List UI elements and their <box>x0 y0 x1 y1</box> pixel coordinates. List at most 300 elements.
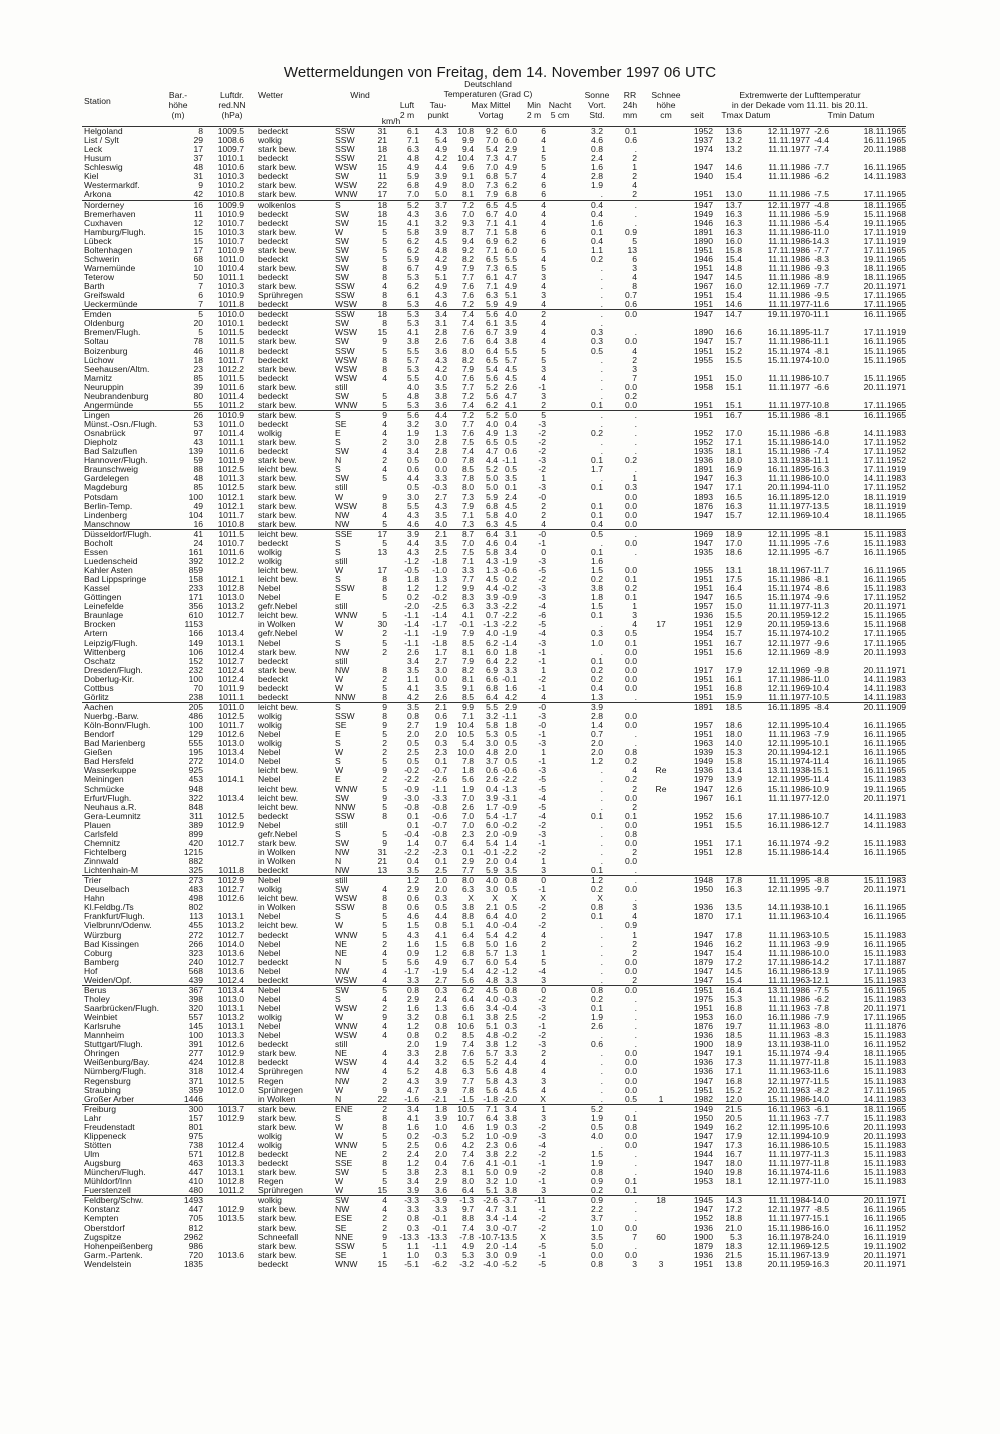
temp-dewpoint: 1.9 <box>387 1040 447 1049</box>
temp-min-5cm: -1 <box>486 1251 546 1260</box>
pressure: 1014.1 <box>184 775 244 784</box>
tmax: 15.5 <box>682 611 742 620</box>
tmax: 14.3 <box>682 1196 742 1205</box>
tmin-date: 18.11.1965 <box>846 273 906 282</box>
wind-direction: SW <box>335 1168 349 1177</box>
temp-mean-previous-day: 3.2 <box>438 1177 498 1186</box>
sunshine-hours: . <box>543 848 603 857</box>
temp-min-5cm: 4 <box>486 201 546 210</box>
tmax-date: 12.11.1995 <box>750 775 810 784</box>
temp-air: -0.4 <box>359 830 419 839</box>
temp-dewpoint: 1.7 <box>387 648 447 657</box>
header-temp-dewpoint: Tau- <box>318 101 558 111</box>
pressure: 1013.3 <box>184 1031 244 1040</box>
temp-mean-previous-day: 6.3 <box>438 291 498 300</box>
pressure: 1011.3 <box>184 474 244 483</box>
wind-speed: 17 <box>327 530 387 539</box>
record-since: 1974 <box>653 145 713 154</box>
temp-min-2m: 4.5 <box>457 201 517 210</box>
tmin-date: 15.11.1983 <box>846 1067 906 1076</box>
temp-mean-previous-day: -10.7 <box>438 1233 498 1242</box>
pressure: 1010.9 <box>184 210 244 219</box>
precipitation: . <box>577 447 637 456</box>
header-barometer-height: (m) <box>58 111 298 121</box>
tmin-date: 14.11.1983 <box>846 821 906 830</box>
pressure: 1012.8 <box>184 1058 244 1067</box>
barometer-height: 48 <box>143 163 203 172</box>
weather: stark bew. <box>258 264 297 273</box>
temp-max-previous-day: 7.5 <box>414 438 474 447</box>
sunshine-hours: . <box>543 365 603 374</box>
tmax: 17.0 <box>682 539 742 548</box>
temp-dewpoint: 4.4 <box>387 163 447 172</box>
temp-air: 6.2 <box>359 282 419 291</box>
wind-direction: NW <box>335 1077 349 1086</box>
wind-direction: W <box>335 1186 343 1195</box>
temp-air: 4.3 <box>359 548 419 557</box>
header-region: Deutschland <box>368 80 608 90</box>
temp-max-previous-day: 7.4 <box>414 1224 474 1233</box>
temp-min-2m: -2.0 <box>457 1095 517 1104</box>
wind-direction: S <box>335 548 341 557</box>
tmin-date: 16.11.1965 <box>846 986 906 995</box>
pressure: 1011.0 <box>184 420 244 429</box>
pressure: 1012.9 <box>184 876 244 885</box>
sunshine-hours: 2.0 <box>543 739 603 748</box>
station-name: Zinnwald <box>84 857 118 866</box>
tmin-date: 15.11.1983 <box>846 1031 906 1040</box>
wind-direction: WSW <box>335 300 357 309</box>
tmax: 14.5 <box>682 273 742 282</box>
barometer-height: 568 <box>143 967 203 976</box>
precipitation: 4 <box>577 181 637 190</box>
tmax-date: 16.11.1974 <box>750 1168 810 1177</box>
temp-min-2m: -3.7 <box>457 1196 517 1205</box>
tmax-date: 12.11.1995 <box>750 885 810 894</box>
weather: bedeckt <box>258 447 288 456</box>
wind-direction: S <box>335 411 341 420</box>
sunshine-hours: 1.5 <box>543 566 603 575</box>
weather: bedeckt <box>258 347 288 356</box>
temp-air: 0.2 <box>359 593 419 602</box>
tmax: 18.1 <box>682 1177 742 1186</box>
temp-dewpoint: 2.6 <box>387 337 447 346</box>
temp-air: -5.1 <box>359 1260 419 1269</box>
precipitation: . <box>577 739 637 748</box>
station-name: Lahr <box>84 1114 101 1123</box>
station-name: Köln-Bonn/Flugh. <box>84 721 150 730</box>
temp-min-5cm: 2 <box>486 1049 546 1058</box>
barometer-height: 48 <box>143 474 203 483</box>
temp-max-previous-day: 2.3 <box>414 830 474 839</box>
sunshine-hours: 0.1 <box>543 657 603 666</box>
temp-dewpoint: 2.6 <box>387 693 447 702</box>
sunshine-hours: . <box>543 1141 603 1150</box>
temp-min-5cm: 6 <box>486 127 546 136</box>
temp-min-2m: -1.1 <box>457 712 517 721</box>
temp-max-previous-day: -7.8 <box>414 1233 474 1242</box>
station-group <box>82 1104 906 1196</box>
temp-min-2m: 3.3 <box>457 1049 517 1058</box>
temp-air: 7.0 <box>359 190 419 199</box>
wind-direction: W <box>335 1123 343 1132</box>
temp-min-2m: 0.8 <box>457 986 517 995</box>
temp-min-5cm: 2 <box>486 401 546 410</box>
tmin: -8.6 <box>769 584 829 593</box>
tmax: 14.0 <box>682 739 742 748</box>
station-name: List / Sylt <box>84 136 119 145</box>
tmin: -6.8 <box>769 429 829 438</box>
tmin-date: 15.11.1983 <box>846 584 906 593</box>
tmax: 15.1 <box>682 383 742 392</box>
sunshine-hours: . <box>543 411 603 420</box>
precipitation: . <box>577 1031 637 1040</box>
weather: gefr.Nebel <box>258 602 297 611</box>
temp-dewpoint: 0.7 <box>387 839 447 848</box>
wind-speed: 31 <box>327 848 387 857</box>
temp-max-previous-day: 8.1 <box>414 190 474 199</box>
temp-max-previous-day: 7.6 <box>414 1049 474 1058</box>
temp-air: 1.1 <box>359 1242 419 1251</box>
pressure: 1011.1 <box>184 273 244 282</box>
weather: bedeckt <box>258 976 288 985</box>
temp-mean-previous-day: 5.9 <box>438 493 498 502</box>
temp-mean-previous-day: 9.2 <box>438 127 498 136</box>
temp-air: 4.3 <box>359 511 419 520</box>
temp-air: -2.2 <box>359 848 419 857</box>
wind-speed: 2 <box>327 739 387 748</box>
wind-direction: W <box>335 1086 343 1095</box>
precipitation: 0.1 <box>577 1186 637 1195</box>
temp-max-previous-day: 8.2 <box>414 666 474 675</box>
wind-direction: SSW <box>335 136 355 145</box>
temp-min-5cm: -3 <box>486 766 546 775</box>
pressure: 1012.4 <box>184 1067 244 1076</box>
precipitation: 7 <box>577 1233 637 1242</box>
temp-dewpoint: 1.0 <box>387 1123 447 1132</box>
barometer-height: 97 <box>143 429 203 438</box>
sunshine-hours: . <box>543 264 603 273</box>
sunshine-hours: . <box>543 803 603 812</box>
wind-speed: 5 <box>327 1141 387 1150</box>
tmax: 18.6 <box>682 548 742 557</box>
temp-max-previous-day: 7.0 <box>414 210 474 219</box>
precipitation: . <box>577 1040 637 1049</box>
temp-max-previous-day: 8.3 <box>414 593 474 602</box>
tmin-date: 18.11.1965 <box>846 127 906 136</box>
weather: Sprühregen <box>258 1186 303 1195</box>
tmin: -9.6 <box>769 593 829 602</box>
tmin: -8.3 <box>769 1031 829 1040</box>
wind-direction: WSW <box>335 502 357 511</box>
temp-air: 3.3 <box>359 1049 419 1058</box>
precipitation: 0.2 <box>577 775 637 784</box>
temp-dewpoint: 2.7 <box>387 493 447 502</box>
temp-min-5cm: 3 <box>486 1186 546 1195</box>
weather: wolkig <box>258 1013 282 1022</box>
sunshine-hours: 1.6 <box>543 219 603 228</box>
station-name: Gießen <box>84 748 112 757</box>
wind-direction: WNW <box>335 1141 357 1150</box>
tmax: 16.3 <box>682 502 742 511</box>
tmin-date: 15.11.1983 <box>846 1058 906 1067</box>
tmin-date: 16.11.1965 <box>846 757 906 766</box>
temp-max-previous-day: 8.5 <box>414 1031 474 1040</box>
pressure: 1012.5 <box>184 465 244 474</box>
station-name: Angermünde <box>84 401 133 410</box>
temp-air: 3.8 <box>359 1168 419 1177</box>
weather: stark bew. <box>258 228 297 237</box>
temp-dewpoint: -1.8 <box>387 639 447 648</box>
precipitation: 1 <box>577 163 637 172</box>
station-name: Chemnitz <box>84 839 120 848</box>
barometer-height: 157 <box>143 1114 203 1123</box>
temp-mean-previous-day: 4.0 <box>438 995 498 1004</box>
temp-air: 4.2 <box>359 693 419 702</box>
temp-air: 3.0 <box>359 438 419 447</box>
wind-speed: 18 <box>327 310 387 319</box>
temp-min-2m: 4.2 <box>457 931 517 940</box>
precipitation: . <box>577 328 637 337</box>
tmin: -8.8 <box>769 876 829 885</box>
temp-dewpoint: 1.5 <box>387 940 447 949</box>
sunshine-hours: 0.5 <box>543 530 603 539</box>
tmin: -9.4 <box>769 1049 829 1058</box>
tmin-date: 17.11.1965 <box>846 1086 906 1095</box>
tmax: 16.8 <box>682 1004 742 1013</box>
sunshine-hours: . <box>543 1067 603 1076</box>
pressure: 1012.5 <box>184 812 244 821</box>
tmax: 12.6 <box>682 785 742 794</box>
weather: Schneefall <box>258 1233 298 1242</box>
precipitation: 0.1 <box>577 812 637 821</box>
temp-air: 3.4 <box>359 1105 419 1114</box>
temp-dewpoint: -1.1 <box>387 1242 447 1251</box>
tmax-date: 12.11.1969 <box>750 1242 810 1251</box>
temp-max-previous-day: 7.7 <box>414 866 474 875</box>
tmax: 18.9 <box>682 530 742 539</box>
tmin: -14.3 <box>769 237 829 246</box>
temp-mean-previous-day: -1.8 <box>438 1095 498 1104</box>
barometer-height: 195 <box>143 748 203 757</box>
temp-air: 1.5 <box>359 921 419 930</box>
station-name: Neuruppin <box>84 383 124 392</box>
temp-max-previous-day: 7.6 <box>414 282 474 291</box>
temp-dewpoint: 2.1 <box>387 703 447 712</box>
temp-min-5cm: 1 <box>486 1105 546 1114</box>
table-row <box>0 1095 906 1104</box>
temp-air: -1.6 <box>359 1095 419 1104</box>
temp-min-5cm: -4 <box>486 1141 546 1150</box>
sunshine-hours: 2.6 <box>543 1022 603 1031</box>
station-name: Großer Arber <box>84 1095 134 1104</box>
barometer-height: 398 <box>143 995 203 1004</box>
precipitation: 1 <box>577 931 637 940</box>
temp-min-5cm: -2 <box>486 1214 546 1223</box>
temp-air: 2.5 <box>359 748 419 757</box>
temp-min-5cm: 4 <box>486 1058 546 1067</box>
tmin: -7.7 <box>769 163 829 172</box>
weather: bedeckt <box>258 310 288 319</box>
tmax: 15.7 <box>682 337 742 346</box>
temp-min-2m: 3.8 <box>457 337 517 346</box>
wind-direction: SW <box>335 885 349 894</box>
pressure: 1013.7 <box>184 1105 244 1114</box>
temp-max-previous-day: 7.6 <box>414 337 474 346</box>
temp-min-5cm: -2 <box>486 848 546 857</box>
wind-speed: 9 <box>327 493 387 502</box>
precipitation: 0.0 <box>577 1141 637 1150</box>
temp-min-5cm: 1 <box>486 748 546 757</box>
station-name: Leinefelde <box>84 602 124 611</box>
temp-max-previous-day: -3.2 <box>414 1260 474 1269</box>
pressure: 1013.0 <box>184 593 244 602</box>
weather: Nebel <box>258 1031 280 1040</box>
tmin: -11.6 <box>769 300 829 309</box>
temp-dewpoint: -3.3 <box>387 794 447 803</box>
temp-min-5cm: -2 <box>486 575 546 584</box>
station-group <box>82 126 906 200</box>
temp-dewpoint: 0.4 <box>387 1159 447 1168</box>
temp-dewpoint: -0.6 <box>387 812 447 821</box>
station-name: Mühldorf/Inn <box>84 1177 132 1186</box>
table-row <box>0 310 906 319</box>
temp-max-previous-day: 7.6 <box>414 374 474 383</box>
tmax: 16.3 <box>682 885 742 894</box>
record-since: 1952 <box>653 1214 713 1223</box>
temp-mean-previous-day: 6.8 <box>438 684 498 693</box>
weather: leicht bew. <box>258 921 298 930</box>
weather: stark bew. <box>258 181 297 190</box>
station-name: Bocholt <box>84 539 113 548</box>
tmax: 15.0 <box>682 602 742 611</box>
temp-max-previous-day: 4.6 <box>414 1123 474 1132</box>
temp-air: -1.7 <box>359 967 419 976</box>
tmin-date: 19.11.1965 <box>846 219 906 228</box>
temp-min-2m: 5.8 <box>457 228 517 237</box>
tmax-date: 11.11.1986 <box>750 337 810 346</box>
record-since: 1951 <box>653 411 713 420</box>
pressure: 1013.2 <box>184 1013 244 1022</box>
temp-mean-previous-day: 0.4 <box>438 785 498 794</box>
tmin-date: 17.11.1965 <box>846 1013 906 1022</box>
tmin: -9.5 <box>769 291 829 300</box>
temp-min-2m: 0.9 <box>457 1168 517 1177</box>
tmin-date: 18.11.1919 <box>846 493 906 502</box>
temp-min-5cm: -4 <box>486 794 546 803</box>
record-since: 1951 <box>653 291 713 300</box>
precipitation: . <box>577 219 637 228</box>
temp-mean-previous-day: 3.9 <box>438 593 498 602</box>
station-name: Konstanz <box>84 1205 120 1214</box>
barometer-height: 455 <box>143 921 203 930</box>
tmax: 16.5 <box>682 593 742 602</box>
tmax-date: 20.11.1959 <box>750 620 810 629</box>
temp-min-2m: -0.6 <box>457 766 517 775</box>
precipitation: 0.2 <box>577 392 637 401</box>
precipitation: 0.6 <box>577 136 637 145</box>
sunshine-hours: 2.8 <box>543 172 603 181</box>
weather: stark bew. <box>258 246 297 255</box>
tmax: 16.4 <box>682 986 742 995</box>
temp-max-previous-day: 7.3 <box>414 520 474 529</box>
weather: Nebel <box>258 912 280 921</box>
temp-mean-previous-day: 4.1 <box>438 1159 498 1168</box>
temp-min-2m: 4.9 <box>457 300 517 309</box>
record-since: 1947 <box>653 201 713 210</box>
temp-min-5cm: -2 <box>486 465 546 474</box>
header-precipitation: RR <box>510 91 750 101</box>
weather: stark bew. <box>258 502 297 511</box>
temp-max-previous-day: 7.8 <box>414 456 474 465</box>
weather: stark bew. <box>258 411 297 420</box>
temp-mean-previous-day: 2.0 <box>438 857 498 866</box>
temp-max-previous-day: 5.2 <box>414 1132 474 1141</box>
weather: bedeckt <box>258 374 288 383</box>
record-since: 1936 <box>653 611 713 620</box>
tmin: -11.6 <box>769 1168 829 1177</box>
record-since: 1947 <box>653 1077 713 1086</box>
barometer-height: 145 <box>143 1022 203 1031</box>
temp-dewpoint: -2.3 <box>387 848 447 857</box>
temp-dewpoint: -1.4 <box>387 611 447 620</box>
pressure: 1012.4 <box>184 675 244 684</box>
pressure: 1012.7 <box>184 839 244 848</box>
temp-max-previous-day: 7.7 <box>414 273 474 282</box>
wind-direction: SSW <box>335 310 355 319</box>
tmin-date: 15.11.1968 <box>846 620 906 629</box>
precipitation: . <box>577 420 637 429</box>
barometer-height: 53 <box>143 420 203 429</box>
precipitation: 2 <box>577 172 637 181</box>
temp-max-previous-day: 8.7 <box>414 530 474 539</box>
temp-min-2m: -2.2 <box>457 848 517 857</box>
pressure: 1012.7 <box>184 611 244 620</box>
wind-speed: 4 <box>327 1049 387 1058</box>
precipitation: . <box>577 730 637 739</box>
station-name: Bendorf <box>84 730 114 739</box>
wind-direction: S <box>335 757 341 766</box>
sunshine-hours: 3.8 <box>543 584 603 593</box>
header-wind-unit: km/h <box>271 117 511 127</box>
header-temp-air: Luft <box>287 101 527 111</box>
tmax-date: 16.11.1974 <box>750 839 810 848</box>
weather: wolkig <box>258 885 282 894</box>
tmax-date: 11.11.1986 <box>750 291 810 300</box>
sunshine-hours: 0.8 <box>543 1260 603 1269</box>
weather: Nebel <box>258 639 280 648</box>
precipitation: . <box>577 1013 637 1022</box>
weather: stark bew. <box>258 1114 297 1123</box>
record-since: 1947 <box>653 273 713 282</box>
table-row <box>0 848 906 857</box>
tmax-date: 15.11.1974 <box>750 593 810 602</box>
temp-max-previous-day: 7.2 <box>414 392 474 401</box>
record-since: 1879 <box>653 958 713 967</box>
wind-speed: 9 <box>327 721 387 730</box>
wind-speed: 15 <box>327 163 387 172</box>
tmax: 13.6 <box>682 127 742 136</box>
temp-min-2m: -2.2 <box>457 620 517 629</box>
barometer-height: 171 <box>143 593 203 602</box>
tmin-date: 17.11.1952 <box>846 447 906 456</box>
record-since: 1936 <box>653 1031 713 1040</box>
sunshine-hours: 0.4 <box>543 210 603 219</box>
sunshine-hours: 2.2 <box>543 1205 603 1214</box>
tmax: 16.3 <box>682 228 742 237</box>
tmax: 16.0 <box>682 237 742 246</box>
temp-min-2m: 4.8 <box>457 1067 517 1076</box>
